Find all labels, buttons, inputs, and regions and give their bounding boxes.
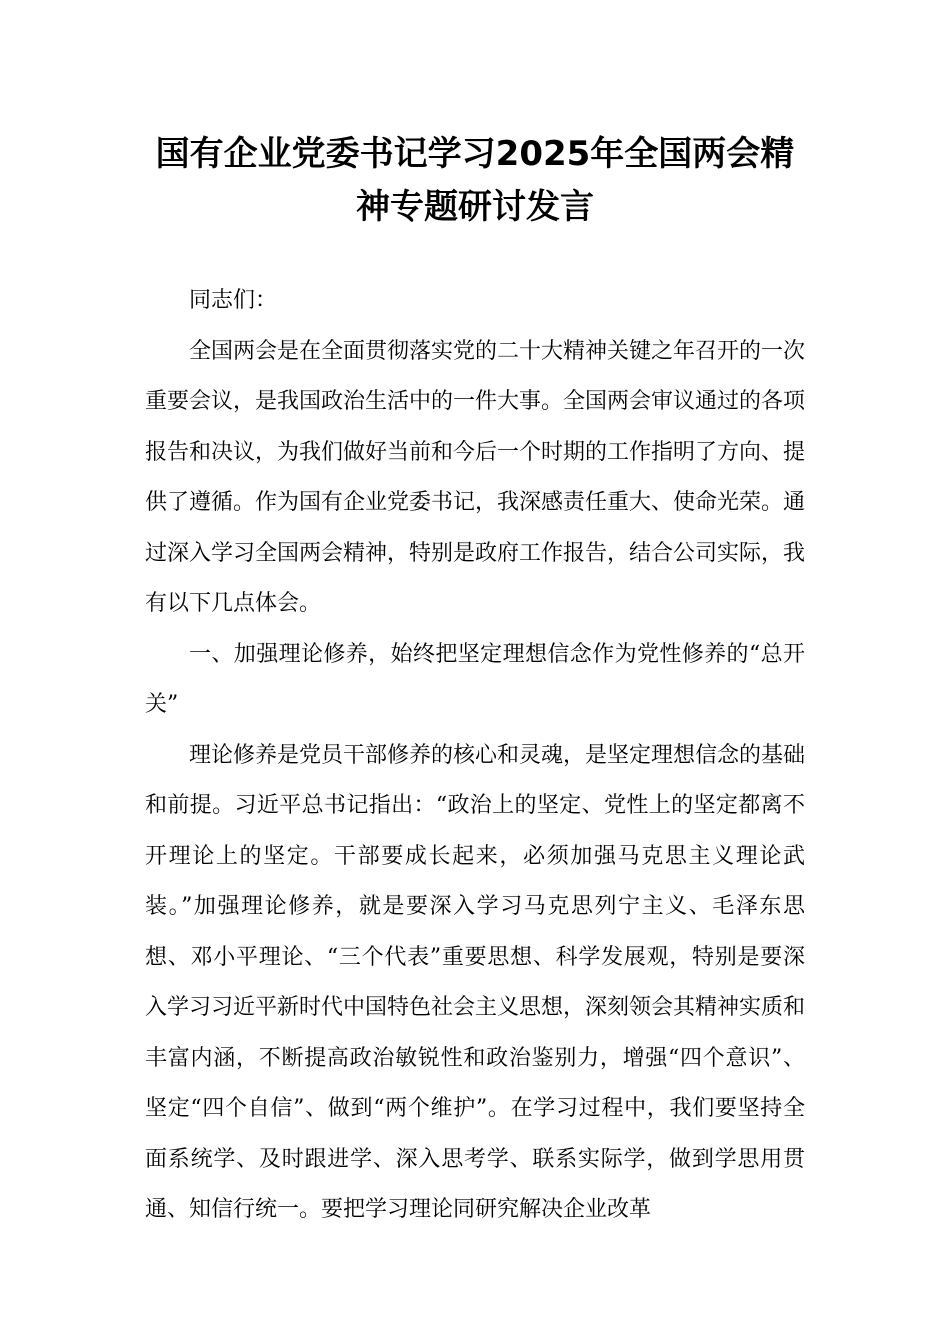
salutation: 同志们：: [189, 288, 278, 313]
section-heading-1: 一、加强理论修养，始终把坚定理想信念作为党性修养的“总开关”: [145, 641, 805, 717]
document-body: [145, 276, 805, 1236]
document-title: 国有企业党委书记学习2025年全国两会精神专题研讨发言: [155, 134, 795, 227]
paragraph-theory: 理论修养是党员干部修养的核心和灵魂，是坚定理想信念的基础和前提。习近平总书记指出：“政治上的坚定、党性上的坚定都离不开理论上的坚定。干部要成长起来，必须加强马克思主义理论武装。”加强理论修养，就是要深入学习马克思列宁主义、毛泽东思想、邓小平理论、“三个代表”重要思想、科学发展观，特别是要深入学习习近平新时代中国特色社会主义思想，深刻领会其精神实质和丰富内涵，不断提高政治敏锐性和政治鉴别力，增强“四个意识”、坚定“四个自信”、做到“两个维护”。在学习过程中，我们要坚持全面系统学、及时跟进学、深入思考学、联系实际学，做到学思用贯通、知信行统一。要把学习理论同研究解决企业改革: [145, 742, 806, 1222]
paragraph-intro: 全国两会是在全面贯彻落实党的二十大精神关键之年召开的一次重要会议，是我国政治生活中的一件大事。全国两会审议通过的各项报告和决议，为我们做好当前和今后一个时期的工作指明了方向、提供了遵循。作为国有企业党委书记，我深感责任重大、使命光荣。通过深入学习全国两会精神，特别是政府工作报告，结合公司实际，我有以下几点体会。: [145, 338, 806, 616]
